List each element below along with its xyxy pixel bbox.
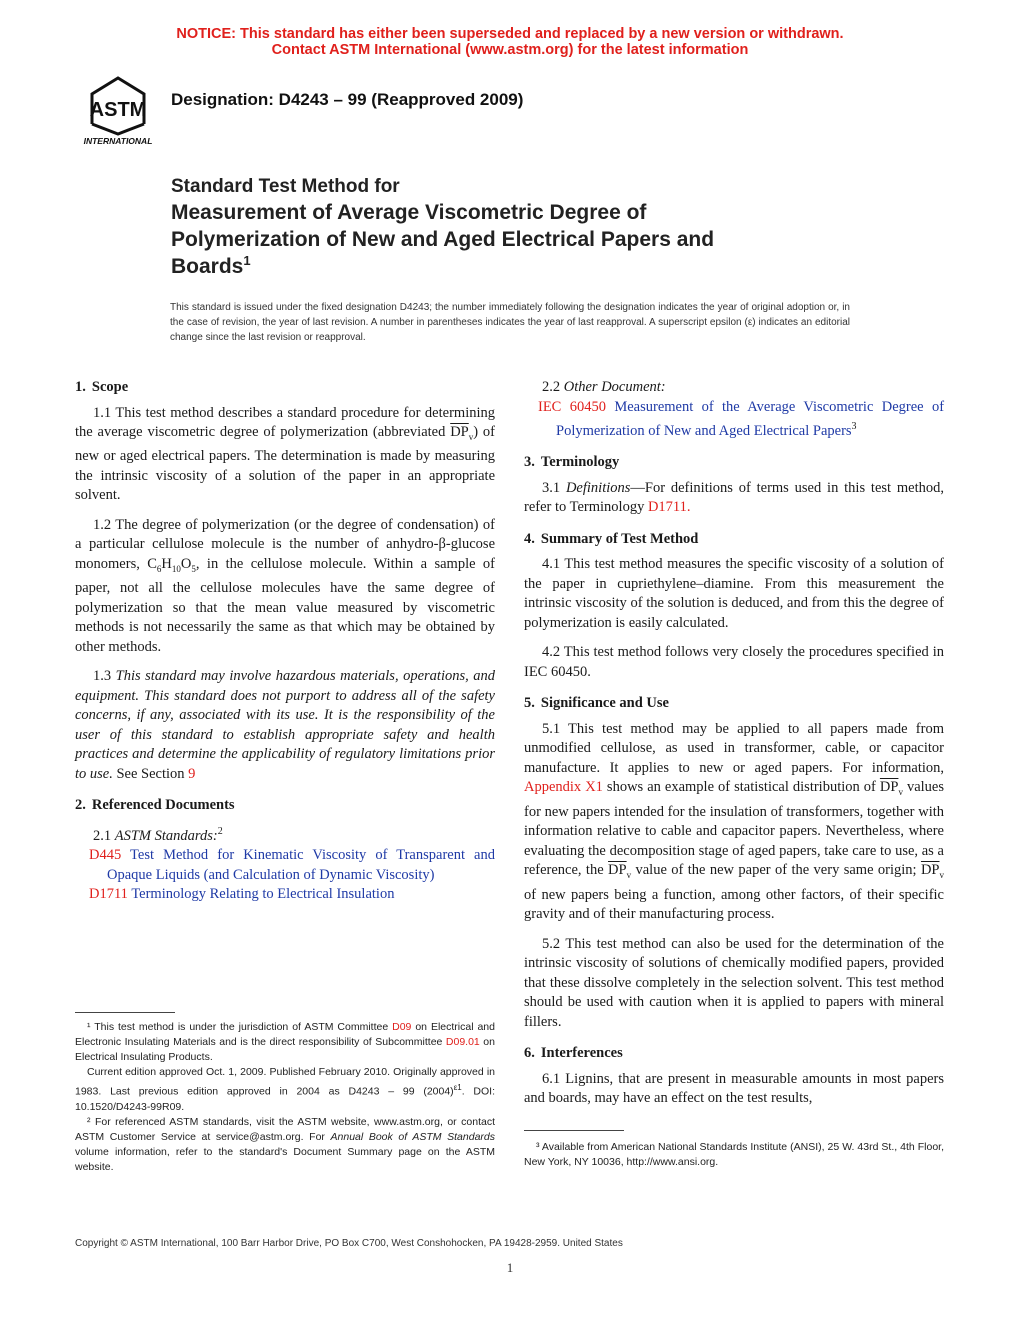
section-1-heading: 1. Scope (75, 379, 129, 395)
right-column (524, 378, 944, 1109)
ref-d445-title[interactable]: Test Method for Kinematic Viscosity of Transparent and Opaque Liquids (and Calculation of Dynamic Viscosity) (107, 847, 495, 883)
para-2-1: 2.1 ASTM Standards:$^2$ (93, 825, 223, 844)
title-line-3-text: Boards (171, 255, 244, 278)
footnotes-left (75, 1020, 495, 1175)
footnote-divider-right (524, 1130, 624, 1131)
title-line-1: Measurement of Average Viscometric Degree of (171, 201, 647, 224)
footnote-1-edition: Current edition approved Oct. 1, 2009. Published February 2010. Originally approved in 1983. Last previous edition approved in 2004 as D4243 – 99 $(2004)^{\varepsilon 1}$. DOI: 10.1520/D4243-99R09. (75, 1066, 495, 1113)
section-6-heading: 6. Interferences (524, 1045, 623, 1062)
notice-line-1: NOTICE: This standard has either been superseded and replaced by a new version or withdrawn. (176, 26, 844, 42)
section-3-heading: 3. Terminology (524, 454, 620, 471)
footnote-divider-left (75, 1012, 175, 1013)
para-1-3: 1.3 This standard may involve hazardous materials, operations, and equipment. This standard does not purport to address all of the safety concerns, if any, associated with its use. It is the responsibility of the user of this standard to establish appropriate safety and health practices and determine the applicability of regulatory limitations prior to use. See Section 9 (75, 668, 496, 782)
section-5-heading: 5. Significance and Use (524, 695, 669, 712)
title-line-2: Polymerization of New and Aged Electrical Papers and (171, 228, 715, 251)
footnote-2: ² For referenced ASTM standards, visit the ASTM website, www.astm.org, or contact ASTM Customer Service at service@astm.org. For Annual Book of ASTM Standards volume information, refer to the standard's Document Summary page on the ASTM website. (75, 1115, 495, 1173)
copyright: Copyright © ASTM International, 100 Barr Harbor Drive, PO Box C700, West Conshohocken, PA 19428-2959. United States (75, 1238, 623, 1249)
section-9-link[interactable]: 9 (188, 765, 196, 782)
ref-d1711-code[interactable]: D1711 (89, 886, 128, 903)
left-column (75, 378, 495, 905)
para-1-2: 1.2 The degree of polymerization (or the degree of condensation) of a particular cellulose molecule is the number of anhydro-β-glucose monomers, $C_6H_{10}O_5$, in the cellulose molecule. Within a sample of paper, not all the cellulose molecules have the same degree of polymerization so that the mean value measured by viscometric methods is not necessarily the same as that which may be obtained by other methods. (75, 516, 496, 655)
para-4-1: 4.1 This test method measures the specific viscosity of a solution of the paper in cupriethylene–diamine. From this measurement the intrinsic viscosity of the solution is deduced, and from this the degree of polymerization is easily calculated. (524, 556, 944, 631)
ref-d445[interactable] (75, 846, 495, 885)
para-2-2: 2.2 Other Document: (542, 379, 666, 395)
para-3-1: 3.1 Definitions—For definitions of terms used in this test method, refer to Terminology D1711. (524, 479, 944, 516)
committee-d09-link[interactable]: D09 (392, 1021, 412, 1033)
page-number: 1 (506, 1260, 514, 1275)
title-block (171, 175, 871, 280)
title-line-3 (171, 253, 871, 280)
issuance-statement: This standard is issued under the fixed designation D4243; the number immediately following the designation indicates the year of original adoption or, in the case of revision, the year of last revision. A number in parentheses indicates the year of last reapproval. A superscript epsilon (ε) indicates an editorial change since the last revision or reapproval. (170, 302, 850, 343)
astm-logo (72, 72, 164, 146)
subcommittee-d0901-link[interactable]: D09.01 (445, 1036, 480, 1048)
logo-letters: ASTM (89, 99, 147, 121)
footnote-1: ¹ This test method is under the jurisdiction of ASTM Committee D09 on Electrical and Electronic Insulating Materials and is the direct responsibility of Subcommittee D09.01 on Electrical Insulating Products. (75, 1021, 495, 1063)
ref-d1711[interactable] (75, 885, 495, 905)
para-5-1: 5.1 This test method may be applied to all papers made from unmodified cellulose, as used in transformer, cable, or capacitor manufacture. It applies to new or aged papers. For information, Appendix X1 shows an example of statistical distribution of $\overline{DP}_v$ values for new papers intended for the insulation of transformers, together with information relative to cable and capacitor papers. Nevertheless, where evaluating the decomposition stage of aged papers, take care to use, as a reference, the $\overline{DP}_v$ value of the new paper of the very same origin; $\overline{DP}_v$ of new papers being a function, among other factors, of their specific gravity and of their manufacturing process. (524, 720, 944, 923)
logo-subtitle: INTERNATIONAL (83, 136, 153, 146)
designation: Designation: D4243 – 99 (Reapproved 2009) (171, 90, 524, 109)
footnotes-right (524, 1140, 944, 1170)
title-pre: Standard Test Method for (171, 176, 400, 197)
section-2-heading: 2. Referenced Documents (75, 797, 235, 814)
title-footnote-marker: 1 (243, 253, 251, 268)
ref-d1711-title[interactable]: Terminology Relating to Electrical Insulation (131, 886, 395, 903)
footnote-3: ³ Available from American National Standards Institute (ANSI), 25 W. 43rd St., 4th Floor, New York, NY 10036, http://www.ansi.org. (524, 1141, 944, 1168)
section-4-heading: 4. Summary of Test Method (524, 530, 699, 547)
ref-iec-title[interactable]: Measurement of the Average Viscometric Degree of Polymerization of New and Aged Electrical Papers (556, 398, 945, 439)
para-5-2: 5.2 This test method can also be used for the determination of the intrinsic viscosity of solutions of chemically modified papers, provided that these dissolve completely in the selection solvent. This test method should be used with caution when it is applied to papers with mineral fillers. (524, 935, 944, 1030)
appendix-x1-link[interactable]: Appendix X1 (524, 779, 603, 796)
ref-d445-code[interactable]: D445 (89, 847, 122, 864)
notice-line-2: Contact ASTM International (www.astm.org) for the latest information (271, 42, 749, 58)
para-6-1: 6.1 Lignins, that are present in measurable amounts in most papers and boards, may have an effect on the test results, (524, 1070, 944, 1107)
para-4-2: 4.2 This test method follows very closely the procedures specified in IEC 60450. (524, 644, 944, 680)
ref-iec-60450[interactable]: IEC 60450 Measurement of the Average Viscometric Degree of Polymerization of New and Aged Electrical Papers$^3$ (538, 398, 945, 439)
dp-symbol: $\overline{DP}$ (450, 424, 469, 440)
terminology-d1711-link[interactable]: D1711. (647, 499, 691, 516)
para-1-1: 1.1 This test method describes a standard procedure for determining the average viscometric degree of polymerization (abbreviated $\overline{DP}_v$) of new or aged electrical papers. The determination is made by measuring the intrinsic viscosity of a solution of the paper in an appropriate solvent. (75, 404, 495, 504)
ref-iec-code[interactable]: IEC 60450 (538, 398, 606, 415)
